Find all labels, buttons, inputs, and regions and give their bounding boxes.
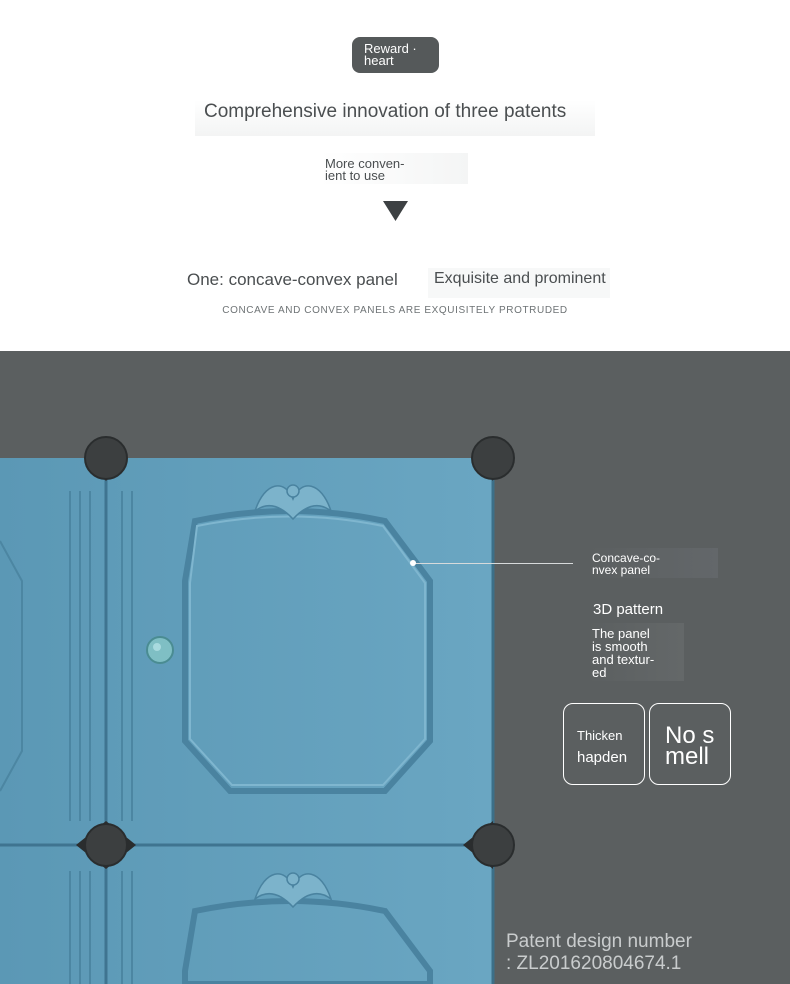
triangle-down-icon bbox=[383, 201, 408, 221]
smooth-line-3: and textur- bbox=[592, 652, 655, 667]
smooth-line-2: is smooth bbox=[592, 639, 648, 654]
no-smell-line-2: mell bbox=[665, 743, 710, 770]
panel-caption: CONCAVE AND CONVEX PANELS ARE EXQUISITELY PROTRUDED bbox=[222, 305, 568, 316]
panel-tag: Exquisite and prominent bbox=[428, 268, 610, 298]
concave-line-1: Concave-co- bbox=[592, 551, 661, 565]
cabinet-illustration bbox=[0, 351, 520, 984]
patent-number bbox=[506, 931, 692, 975]
door-knob bbox=[147, 637, 173, 663]
no-smell-text bbox=[665, 722, 715, 770]
concave-convex-label bbox=[588, 548, 718, 578]
subtitle-line-2: ient to use bbox=[325, 168, 385, 183]
patent-line-2: : ZL201620804674.1 bbox=[506, 953, 682, 974]
patent-line-1: Patent design number bbox=[506, 931, 692, 952]
concave-line-2: nvex panel bbox=[592, 563, 651, 577]
subtitle bbox=[320, 153, 468, 184]
panel-title: One: concave-convex panel bbox=[187, 270, 398, 289]
smooth-line-4: ed bbox=[592, 665, 607, 680]
header-section bbox=[0, 0, 790, 351]
callout-line bbox=[413, 563, 573, 564]
subtitle-line-1: More conven- bbox=[325, 156, 405, 171]
no-smell-line-1: No s bbox=[665, 722, 715, 749]
smooth-texture-label bbox=[588, 623, 684, 681]
badge-line-1: Reward · bbox=[364, 41, 417, 56]
smooth-line-1: The panel bbox=[592, 626, 650, 641]
thicken-line-1: Thicken bbox=[577, 728, 623, 743]
headline: Comprehensive innovation of three patents bbox=[195, 100, 595, 136]
callout-dot bbox=[410, 560, 416, 566]
no-smell-card bbox=[649, 703, 731, 785]
3d-pattern-label: 3D pattern bbox=[593, 601, 664, 618]
reward-heart-badge bbox=[352, 37, 439, 73]
product-section bbox=[0, 351, 790, 984]
thicken-line-2: hapden bbox=[577, 749, 628, 766]
badge-line-2: heart bbox=[364, 53, 394, 68]
thicken-card bbox=[563, 703, 645, 785]
